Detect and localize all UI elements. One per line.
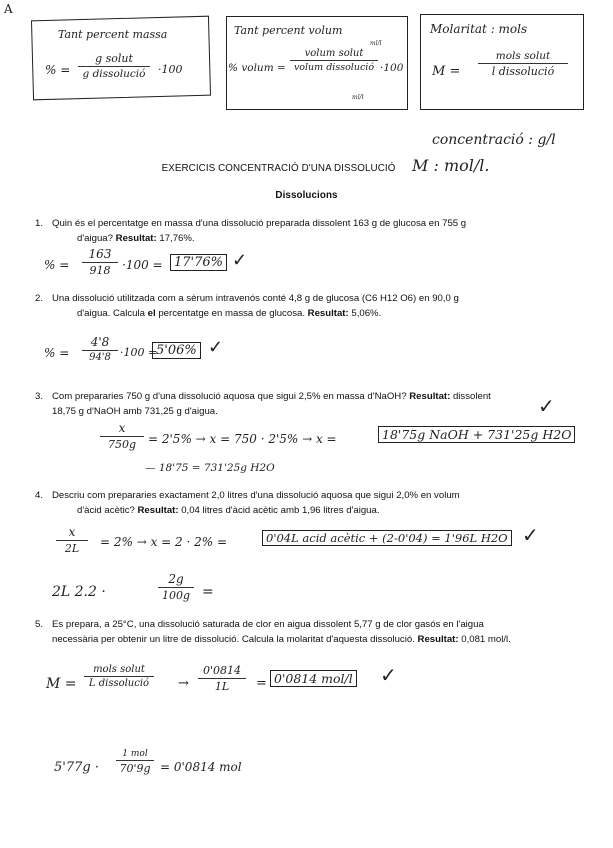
result-label: Resultat:: [307, 308, 349, 319]
check-icon: ✓: [232, 250, 248, 270]
work-3-fraction: [100, 421, 144, 451]
page-title: EXERCICIS CONCENTRACIÓ D'UNA DISSOLUCIÓ: [161, 163, 396, 174]
work-5-calc-post: = 0'0814 mol: [160, 760, 242, 774]
volume-percent-lhs: % volum =: [228, 62, 286, 74]
exercise-2-line1: Una dissolució utilitzada com a sèrum intravenós conté 4,8 g de glucosa (C6 H12 O6) en 90,0 g: [52, 293, 459, 304]
exercise-4: [35, 488, 595, 518]
section-subtitle-text: Dissolucions: [275, 190, 338, 201]
work-2-rest: ·100 =: [120, 346, 158, 359]
fraction-bar: [56, 540, 88, 541]
work-5-eq: =: [256, 676, 267, 691]
work-5-calc-num: 1 mol: [122, 749, 148, 759]
work-2-lhs: % =: [44, 346, 70, 360]
exercise-number: 3.: [35, 391, 44, 402]
work-2-num: 4'8: [90, 335, 110, 349]
work-1-answer-box: 17'76%: [170, 254, 227, 271]
exercise-number: 5.: [35, 619, 44, 630]
mass-percent-title: Tant percent massa: [58, 28, 168, 41]
fraction-bar: [100, 436, 144, 437]
fraction-bar: [82, 262, 118, 263]
work-4-line2-post: =: [202, 584, 214, 600]
fraction-bar: [78, 66, 150, 67]
work-1-num: 163: [88, 247, 112, 261]
exercise-1-line1: Quin és el percentatge en massa d'una dissolució preparada dissolent 163 g de glucosa en 755 g: [52, 218, 467, 229]
work-5-answer-box: 0'0814 mol/l: [270, 670, 357, 687]
volume-percent-title: Tant percent volum: [234, 24, 343, 37]
work-4-line2-fraction: [158, 572, 194, 602]
work-5-lhs: M =: [46, 676, 77, 692]
exercise-1-result: 17,76%.: [156, 233, 195, 244]
work-3-den: 750g: [107, 438, 137, 451]
mass-percent-fraction: [78, 52, 150, 80]
fraction-bar: [84, 676, 154, 677]
volume-percent-denominator: volum dissolució: [293, 62, 375, 73]
exercise-5-result: 0,081 mol/l.: [458, 634, 511, 645]
work-5-arrow: →: [178, 676, 189, 691]
fraction-bar: [290, 60, 378, 61]
volume-percent-factor: ·100: [380, 62, 404, 74]
work-2-fraction: [82, 335, 118, 363]
work-3-below: — 18'75 = 731'25g H2O: [145, 462, 275, 474]
exercise-number: 2.: [35, 293, 44, 304]
molarity-fraction: [478, 50, 568, 78]
exercise-4-line2-pre: d'àcid acètic?: [77, 505, 138, 516]
molarity-title: Molaritat : mols: [430, 22, 528, 36]
exercise-3-line1-post: dissolent: [450, 391, 491, 402]
fraction-bar: [82, 350, 118, 351]
side-note-molarity: M : mol/l.: [412, 156, 490, 175]
exercise-4-result: 0,04 litres d'àcid acètic amb 1,96 litres d'aigua.: [178, 505, 380, 516]
work-5-den2: 1L: [214, 680, 230, 693]
work-4-line2-den: 100g: [161, 589, 191, 602]
fraction-bar: [198, 678, 246, 679]
exercise-3-line2: 18,75 g d'NaOH amb 731,25 g d'aigua.: [52, 406, 218, 417]
exercise-2-result: 5,06%.: [348, 308, 382, 319]
exercise-2-bold-word: el: [147, 308, 156, 319]
work-5-calc-fraction: [116, 749, 154, 775]
exercise-1: [35, 216, 595, 246]
work-2-den: 94'8: [89, 352, 111, 363]
exercise-2-line2-pre: d'aigua. Calcula: [77, 308, 148, 319]
work-5-calc-den: 70'9g: [119, 762, 151, 775]
fraction-bar: [116, 760, 154, 761]
work-4-answer-box: 0'04L acid acètic + (2-0'04) = 1'96L H2O: [262, 530, 512, 546]
work-4-line2-pre: 2L 2.2 ·: [52, 584, 106, 600]
mass-percent-numerator: g solut: [95, 52, 133, 65]
volume-percent-num-unit: ml/l: [370, 40, 382, 47]
work-4-fraction: [56, 525, 88, 555]
check-icon: ✓: [208, 337, 224, 357]
mass-percent-denominator: g dissolució: [82, 68, 146, 80]
mass-percent-factor: ·100: [158, 63, 183, 76]
exercise-3: [35, 389, 595, 419]
exercise-5: [35, 617, 600, 647]
work-1-rest: ·100 =: [122, 258, 163, 272]
result-label: Resultat:: [137, 505, 179, 516]
work-2-answer-box: 5'06%: [152, 342, 201, 359]
side-note-concentration: concentració : g/l: [432, 132, 556, 148]
work-3-num: x: [118, 421, 126, 435]
work-5-fraction: [84, 664, 154, 689]
work-5-fraction2: [198, 664, 246, 693]
exercise-3-line1-pre: Com prepararies 750 g d'una dissolució aquosa que sigui 2,5% en massa d'NaOH?: [52, 391, 410, 402]
molarity-numerator: mols solut: [495, 50, 551, 62]
work-1-lhs: % =: [44, 258, 70, 272]
check-icon: ✓: [522, 525, 539, 547]
volume-percent-den-unit: ml/l: [352, 94, 364, 101]
exercise-number: 1.: [35, 218, 44, 229]
exercise-1-line2: d'aigua?: [77, 233, 116, 244]
work-5-num: mols solut: [93, 664, 145, 675]
exercise-5-line2-pre: necessària per obtenir un litre de dissolució. Calcula la molaritat d'aquesta dissolució.: [52, 634, 418, 645]
section-subtitle: [0, 190, 613, 201]
volume-percent-fraction: [290, 48, 378, 73]
result-label: Resultat:: [115, 233, 157, 244]
volume-percent-numerator: volum solut: [304, 48, 364, 59]
mass-percent-lhs: % =: [45, 63, 71, 77]
result-label: Resultat:: [409, 391, 451, 402]
work-5-den: L dissolució: [88, 678, 150, 689]
result-label: Resultat:: [417, 634, 459, 645]
work-1-den: 918: [89, 264, 111, 277]
exercise-2: [35, 291, 595, 321]
exercise-4-line1: Descriu com prepararies exactament 2,0 litres d'una dissolució aquosa que sigui 2,0% en volum: [52, 490, 460, 501]
exercise-2-line2-mid: percentatge en massa de glucosa.: [155, 308, 308, 319]
check-icon: ✓: [380, 665, 397, 687]
fraction-bar: [478, 63, 568, 64]
work-3-answer-box: 18'75g NaOH + 731'25g H2O: [378, 426, 575, 443]
work-3-rest: = 2'5% → x = 750 · 2'5% → x =: [148, 432, 337, 446]
corner-mark: A: [4, 2, 13, 16]
check-icon: ✓: [538, 396, 555, 418]
work-4-num: x: [68, 525, 76, 539]
work-4-rest: = 2% → x = 2 · 2% =: [100, 535, 228, 549]
fraction-bar: [158, 587, 194, 588]
work-1-fraction: [82, 247, 118, 277]
exercise-5-line1: Es prepara, a 25°C, una dissolució saturada de clor en aigua dissolent 5,77 g de clor gasós en l'aigua: [52, 619, 484, 630]
work-4-den: 2L: [64, 542, 80, 555]
molarity-lhs: M =: [432, 64, 461, 79]
work-5-calc-pre: 5'77g ·: [54, 760, 99, 775]
exercise-number: 4.: [35, 490, 44, 501]
work-5-num2: 0'0814: [202, 664, 242, 677]
molarity-denominator: l dissolució: [491, 65, 555, 78]
work-4-line2-num: 2g: [168, 572, 184, 586]
